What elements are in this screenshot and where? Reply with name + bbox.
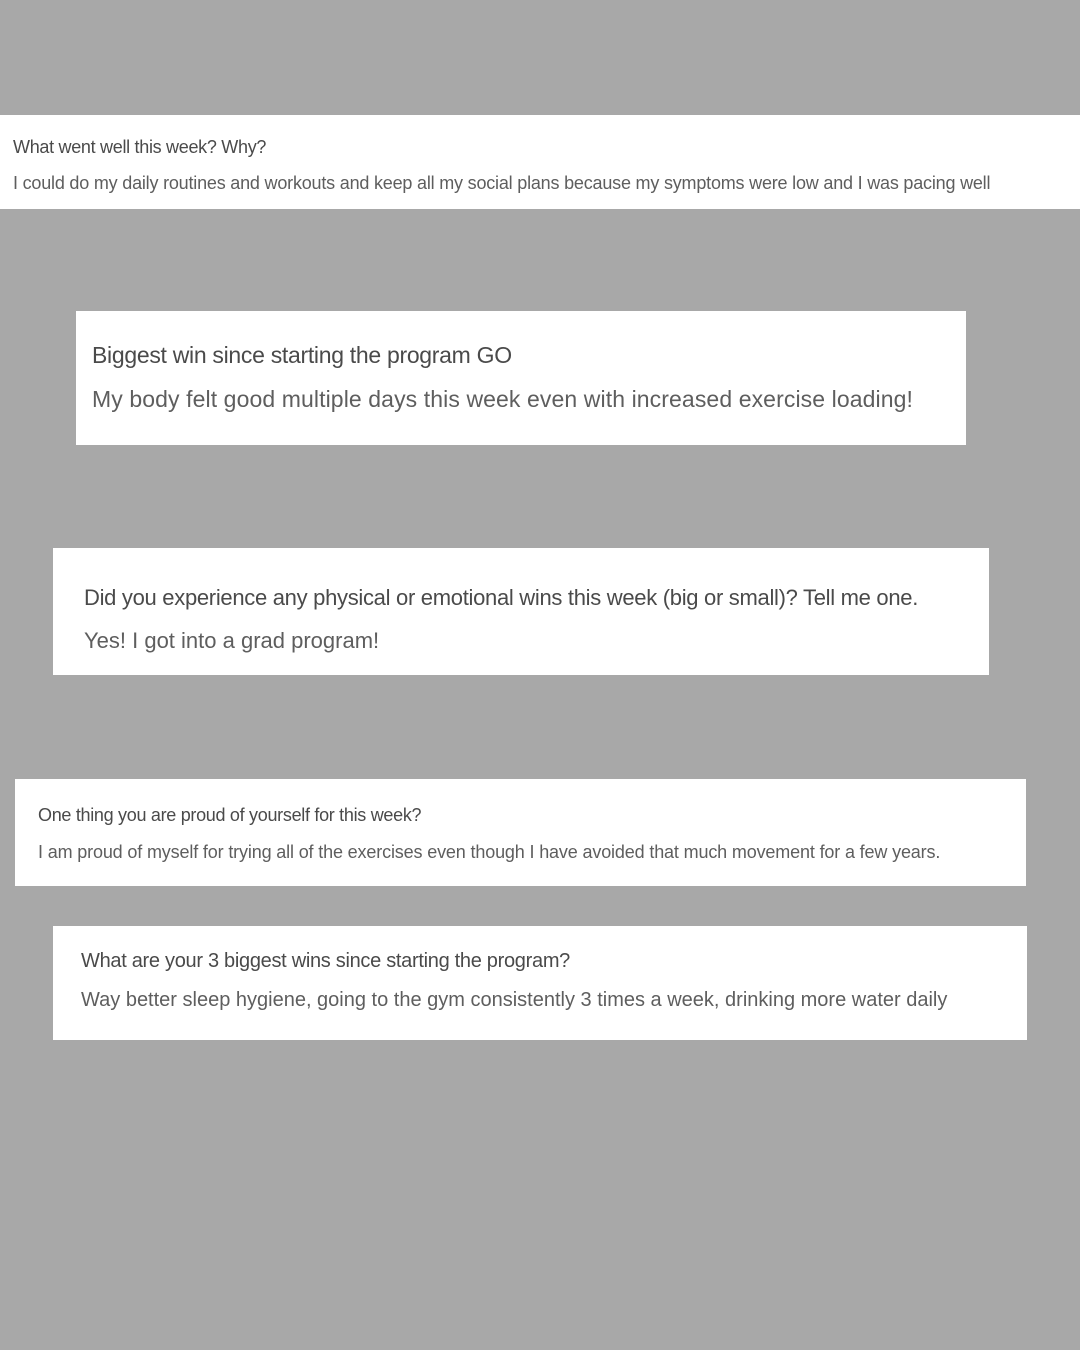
answer-text: I could do my daily routines and workouts and keep all my social plans because my symptoms were low and I was pacing well	[13, 173, 991, 193]
question-label: Biggest win since starting the program GO	[92, 342, 512, 368]
response-card-proud-of	[15, 779, 1026, 886]
question-label: What went well this week? Why?	[13, 137, 267, 157]
answer-text: I am proud of myself for trying all of the exercises even though I have avoided that much movement for a few years.	[38, 842, 941, 862]
question-label: What are your 3 biggest wins since starting the program?	[81, 950, 571, 972]
answer-text: Yes! I got into a grad program!	[84, 628, 380, 653]
question-label: Did you experience any physical or emotional wins this week (big or small)? Tell me one.	[84, 585, 919, 610]
response-card-biggest-win	[76, 311, 966, 445]
question-label: One thing you are proud of yourself for this week?	[38, 805, 422, 825]
response-card-three-biggest-wins	[53, 926, 1027, 1040]
answer-text: My body felt good multiple days this week even with increased exercise loading!	[92, 386, 913, 412]
answer-text: Way better sleep hygiene, going to the gym consistently 3 times a week, drinking more water daily	[81, 989, 948, 1011]
response-card-what-went-well	[0, 115, 1080, 209]
response-card-physical-emotional-wins	[53, 548, 989, 675]
